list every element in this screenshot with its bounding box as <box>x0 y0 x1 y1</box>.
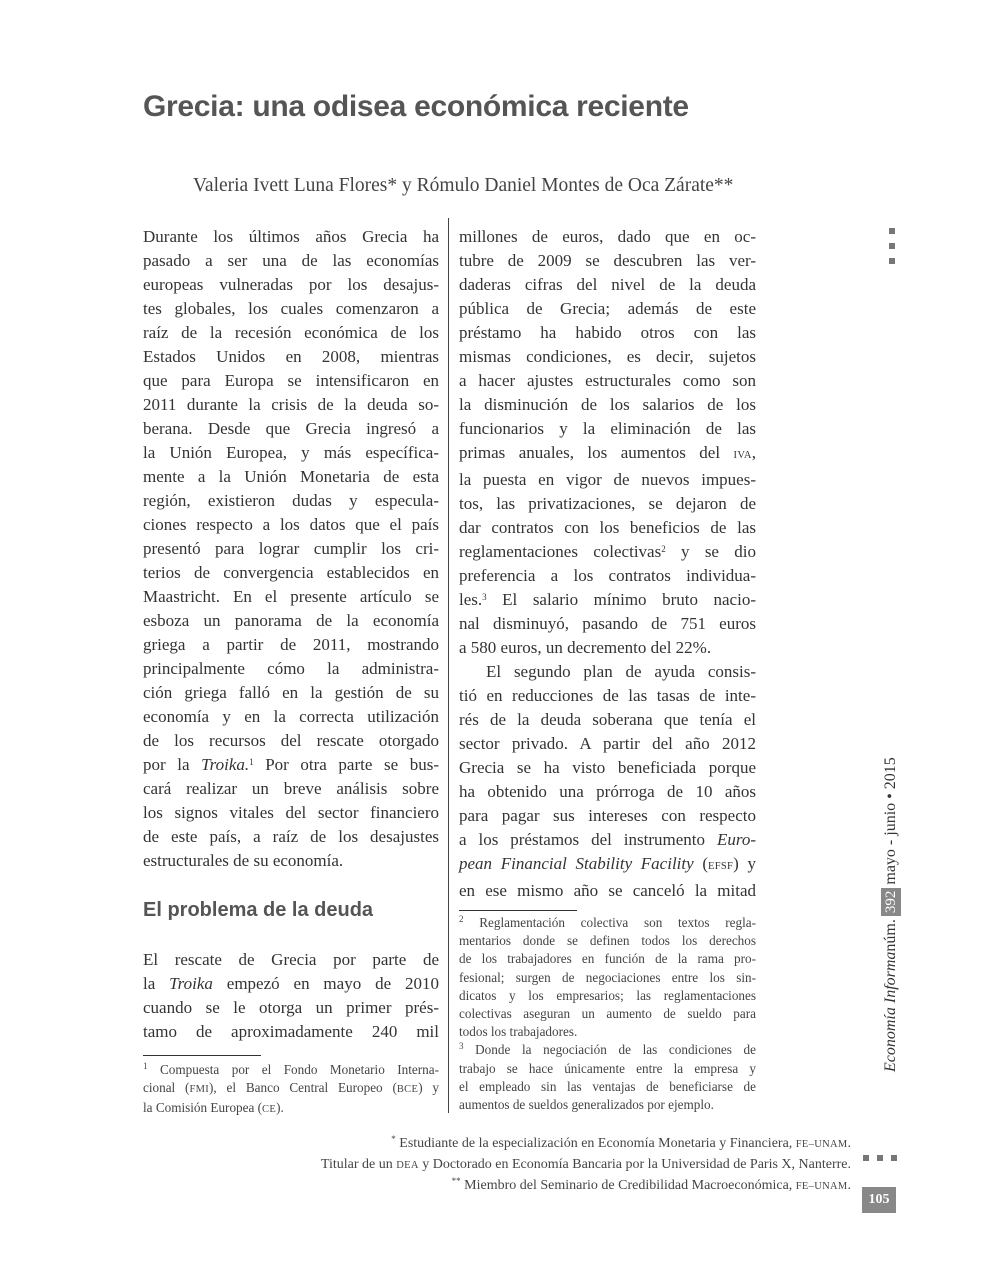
column-right-line: para pagar sus intereses con respecto <box>459 806 756 825</box>
column-left-line: 2011 durante la crisis de la deuda so- <box>143 395 439 414</box>
column-left-line: estructurales de su economía. <box>143 851 344 870</box>
footnote-rule <box>459 910 577 911</box>
issue-number-box: 392 <box>881 888 901 917</box>
column-right-line: a hacer ajustes estructurales como son <box>459 371 756 390</box>
column-right-line: reglamentaciones colectivas$^2$ y se dio <box>459 542 756 561</box>
footnote-ref-3[interactable]: 3 <box>482 592 487 602</box>
column-right-line: primas anuales, los aumentos del IVA, <box>459 443 756 462</box>
column-left-line: economía y en la correcta utilización <box>143 707 439 726</box>
column-left-line: ción griega falló en la gestión de su <box>143 683 439 702</box>
column-left-line: europeas vulneradas por los desajus- <box>143 275 439 294</box>
column-left-line: Durante los últimos años Grecia ha <box>143 227 439 246</box>
column-left-line: región, existieron dudas y especula- <box>143 491 439 510</box>
section-heading: El problema de la deuda <box>143 899 374 921</box>
author-notes <box>321 1134 851 1197</box>
issue-date: mayo - junio • 2015 <box>882 757 899 885</box>
column-left-line: mente a la Unión Monetaria de esta <box>143 467 439 486</box>
column-right-line: pública de Grecia; además de este <box>459 299 756 318</box>
column-right-line: mismas condiciones, es decir, sujetos <box>459 347 756 366</box>
column-right-line: la disminución de los salarios de los <box>459 395 756 414</box>
column-left-line: que para Europa se intensificaron en <box>143 371 439 390</box>
column-right <box>459 225 756 903</box>
section-line: tamo de aproximadamente 240 mil <box>143 1022 439 1041</box>
column-right-line: millones de euros, dado que en oc- <box>459 227 756 246</box>
column-left-line: tes globales, los cuales comenzaron a <box>143 299 439 318</box>
column-right-line: a 580 euros, un decremento del 22%. <box>459 638 712 657</box>
column-left-line: los signos vitales del sector financiero <box>143 803 439 822</box>
column-right-line: en ese mismo año se canceló la mitad <box>459 881 756 900</box>
column-left-line: de los recursos del rescate otorgado <box>143 731 439 750</box>
column-left-line: terios de convergencia establecidos en <box>143 563 439 582</box>
column-left-line: presentó para lograr cumplir los cri- <box>143 539 439 558</box>
column-right-line: les.$^3$ El salario mínimo bruto nacio- <box>459 590 756 609</box>
column-left-line: la Unión Europea, y más específica- <box>143 443 439 462</box>
column-right-line: dar contratos con los beneficios de las <box>459 518 756 537</box>
column-right-line: Grecia se ha visto beneficiada porque <box>459 758 756 777</box>
column-left-line: griega a partir de 2011, mostrando <box>143 635 439 654</box>
footnote-ref-2[interactable]: 2 <box>661 544 666 554</box>
footnotes-2-3: $^2$ Reglamentación colectiva son textos regla- mentarios donde se definen todos los derechos de los trabajadores en función de la rama pro- fesional; surgen de negociaciones entre los sin- dicatos y los empresarios; las reglamentaciones colectivas aseguran un aumento de sueldo para todos los trabajadores. $^3$ Donde la negociación de las condiciones de trabajo se hace únicamente entre la empresa y el empleado sin las ventajas de beneficiarse de aumentos de sueldos generalizados por ejemplo. <box>459 914 756 1113</box>
section-line: la Troika empezó en mayo de 2010 <box>143 974 439 993</box>
footnote-rule <box>143 1055 261 1056</box>
column-right-line: tos, las privatizaciones, se dejaron de <box>459 494 756 513</box>
column-right-line: tió en reducciones de las tasas de inte- <box>459 686 756 705</box>
column-left-line: berana. Desde que Grecia ingresó a <box>143 419 439 438</box>
author-note-1: * Estudiante de la especialización en Economía Monetaria y Financiera, FE–UNAM. <box>391 1134 851 1151</box>
column-left-line: ciones respecto a los datos que el país <box>143 515 439 534</box>
column-right-line: rés de la deuda soberana que tenía el <box>459 710 756 729</box>
column-right-line: la puesta en vigor de nuevos impues- <box>459 470 756 489</box>
column-right-line: El segundo plan de ayuda consis- <box>486 662 756 681</box>
column-right-line: a los préstamos del instrumento Euro- <box>459 830 756 849</box>
column-left-line: esboza un panorama de la economía <box>143 611 439 630</box>
section-line: cuando se le otorga un primer prés- <box>143 998 439 1017</box>
column-right-line: tubre de 2009 se descubren las ver- <box>459 251 756 270</box>
column-left-line: de este país, a raíz de los desajustes <box>143 827 439 846</box>
column-right-line: nal disminuyó, pasando de 751 euros <box>459 614 756 633</box>
column-right-line: préstamo ha habido otros con las <box>459 323 756 342</box>
footnote-1: $^1$ Compuesta por el Fondo Monetario Interna- cional (FMI), el Banco Central Europeo (BCE) y la Comisión Europea (CE). <box>143 1061 439 1116</box>
column-left-line: Maastricht. En el presente artículo se <box>143 587 439 606</box>
column-left-line: principalmente cómo la administra- <box>143 659 439 678</box>
column-left-line: cará realizar un breve análisis sobre <box>143 779 439 798</box>
column-right-line: pean Financial Stability Facility (EFSF) y <box>459 854 756 873</box>
footnote-3: $^3$ Donde la negociación de las condiciones de <box>459 1041 756 1058</box>
column-right-line: ha obtenido una prórroga de 10 años <box>459 782 756 801</box>
column-left-line: pasado a ser una de las economías <box>143 251 439 270</box>
article-title: Grecia: una odisea económica reciente <box>143 90 689 123</box>
column-left <box>143 225 439 873</box>
column-left-line: Estados Unidos en 2008, mientras <box>143 347 439 366</box>
section-line: El rescate de Grecia por parte de <box>143 950 439 969</box>
author-note-1b: Titular de un DEA y Doctorado en Economía Bancaria por la Universidad de Paris X, Nanterre. <box>320 1157 851 1172</box>
article-authors: Valeria Ivett Luna Flores* y Rómulo Daniel Montes de Oca Zárate** <box>193 175 734 196</box>
footnote-2: $^2$ Reglamentación colectiva son textos regla- <box>459 914 756 930</box>
column-right-line: sector privado. A partir del año 2012 <box>459 734 756 753</box>
column-right-line: daderas cifras del nivel de la deuda <box>459 275 756 294</box>
page-number: 105 <box>862 1187 896 1213</box>
journal-name: Economía Informa <box>882 951 899 1072</box>
footnote-ref-1[interactable]: 1 <box>249 757 254 767</box>
section-body <box>143 948 439 1044</box>
column-left-line: raíz de la recesión económica de los <box>143 323 439 342</box>
column-divider <box>448 218 449 1113</box>
author-note-2: ** Miembro del Seminario de Credibilidad Macroeconómica, FE–UNAM. <box>451 1176 851 1193</box>
column-right-line: funcionarios y la eliminación de las <box>459 419 756 438</box>
column-right-line: preferencia a los contratos individua- <box>459 566 756 585</box>
column-left-line: por la Troika.$^1$ Por otra parte se bus- <box>143 755 439 774</box>
troika-term: Troika. <box>201 755 250 774</box>
